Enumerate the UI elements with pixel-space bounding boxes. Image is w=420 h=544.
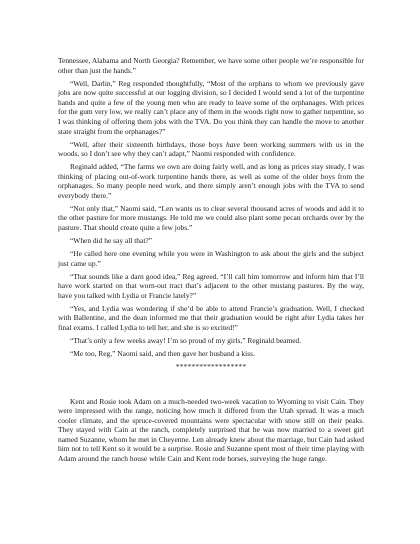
body-paragraph (58, 204, 364, 233)
paragraph-text: “When did he say all that?” (70, 236, 152, 246)
paragraph-text: “That sounds like a darn good idea,” Reg agreed. “I’ll call him tomorrow and inform him that I’ll have work started on that worn-out tract that’s adjacent to the other mustang pastures. By the way, have you talked with Lydia or Francie lately?” (58, 271, 364, 300)
paragraph-text: “Me too, Reg,” Naomi said, and then gave her husband a kiss. (70, 348, 255, 358)
body-paragraph (58, 397, 364, 464)
emphasized-text: so (202, 322, 209, 332)
paragraph-text: “Yes, and Lydia was wondering if she’d be able to attend Francie’s graduation. Well, I checked with Ballentine, and the dean informed me that their graduation would be right after Lydia takes her final exams. I called Lydia to tell her, and she is (58, 303, 364, 332)
paragraph-text: Kent and Rosie took Adam on a much-needed two-week vacation to Wyoming to visit Cain. They were impressed with the range, noticing how much it differed from the Utah spread. It was a much cooler climate, and the spruce-covered mountains were spectacular with snow still on their peaks. They stayed with Cain at the ranch, completely surprised that he was now married to a sweet girl named Suzanne, whom he met in Cheyenne. Len already knew about the marriage, but Cain had asked him not to tell Kent so it would be a surprise. Rosie and Suzanne spent most of their time playing with Adam around the ranch house while Cain and Kent rode horses, surveying the huge range. (58, 396, 364, 464)
paragraph-text: “He called here one evening while you were in Washington to ask about the girls and the subject just came up.” (58, 249, 364, 268)
body-paragraph (58, 249, 364, 268)
body-paragraph (58, 56, 364, 75)
body-paragraph (58, 236, 364, 246)
paragraph-text: been working summers with us in the woods, so I don’t see why they can’t adapt,” Naomi responded with confidence. (58, 139, 364, 159)
paragraph-text: Reginald added, “The farms we own are doing fairly well, and as long as prices stay steady, I was thinking of placing out-of-work turpentine hands there, as well as some of the older boys from the orphanages. So many people need work, and there simply aren’t enough jobs with the TVA to send everybody there.” (58, 162, 364, 200)
body-paragraph (58, 349, 364, 359)
body-paragraph (58, 162, 364, 200)
body-paragraph (58, 272, 364, 301)
emphasized-text: have (225, 139, 241, 149)
paragraph-text: “Not only that,” Naomi said, “Len wants us to clear several thousand acres of woods and add it to the other pasture for more mustangs. He told me we could also plant some pecan orchards over by the pasture. That should create quite a few jobs.” (58, 203, 364, 233)
page-body-text (58, 56, 364, 467)
paragraphs-after-separator (58, 397, 364, 464)
paragraph-text: “Well, Darlin,” Reg responded thoughtfully, “Most of the orphans to whom we previously gave jobs are now quite successful at our logging division, so I decided I would send a lot of the turpentine hands and quite a few of the young men who are ready to leave some of the orphanages. With prices for the gum very low, we really can’t place any of them in the woods right now to gather turpentine, so I was thinking of offering them jobs with the TVA. Do you think they can handle the move to another state straight from the orphanages?” (58, 78, 364, 136)
body-paragraph (58, 336, 364, 346)
paragraphs-before-separator (58, 56, 364, 359)
section-separator: ****************** (175, 361, 247, 371)
paragraph-text: “Well, after their sixteenth birthdays, those boys (70, 139, 226, 149)
paragraph-text: Tennessee, Alabama and North Georgia? Remember, we have some other people we’re responsible for other than just the hands.” (58, 56, 364, 75)
body-paragraph (58, 304, 364, 333)
body-paragraph (58, 140, 364, 159)
body-paragraph (58, 79, 364, 137)
paragraph-text: excited!” (208, 322, 238, 332)
paragraph-text: “That’s only a few weeks away! I’m so proud of my girls,” Reginald beamed. (70, 335, 302, 345)
